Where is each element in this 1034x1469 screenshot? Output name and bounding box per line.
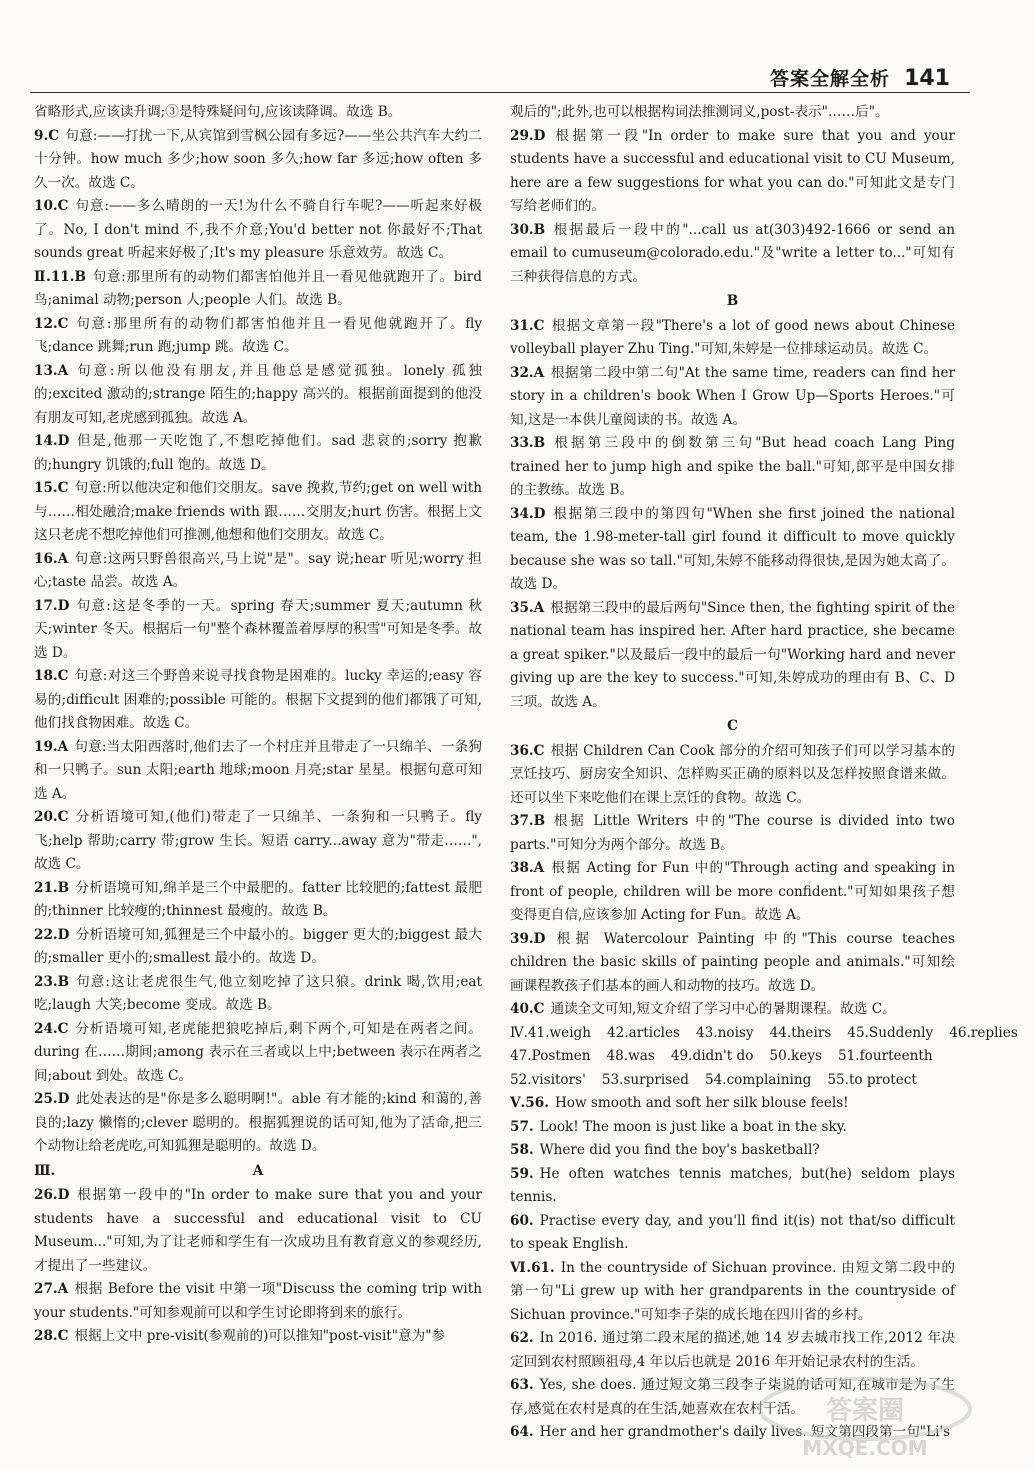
answer-item xyxy=(510,1139,955,1163)
answer-explanation: 句意:这让老虎很生气,他立刻吃掉了这只狼。drink 喝,饮用;eat 吃;laugh 大笑;become 变成。故选 B。 xyxy=(34,973,482,1013)
answer-item xyxy=(34,1278,482,1325)
answer-entry: 55.to protect xyxy=(827,1071,917,1088)
answer-explanation: 句意:这是冬季的一天。spring 春天;summer 夏天;autumn 秋天;winter 冬天。根据后一句"整个森林覆盖着厚厚的积雪"可知是冬季。故选 D。 xyxy=(34,597,482,661)
answer-item xyxy=(34,313,482,360)
answer-item xyxy=(510,125,955,219)
answer-item xyxy=(34,125,482,196)
answer-number: 57. xyxy=(510,1118,534,1135)
answer-explanation: Yes, she does. 通过短文第三段李子柒说的话可知,在城市是为了生存,感觉在农村是真的在生活,她喜欢在农村干活。 xyxy=(510,1377,955,1417)
answer-number: 62. xyxy=(510,1330,534,1346)
answer-item xyxy=(34,806,482,877)
answer-explanation: 分析语境可知,(他们)带走了一只绵羊、一条狗和一只鸭子。fly 飞;help 帮助;carry 带;grow 生长。短语 carry...away 意为"带走……",故选 C。 xyxy=(34,809,482,872)
page-number: 141 xyxy=(904,66,950,91)
answer-entry: 42.articles xyxy=(607,1024,681,1041)
answer-item xyxy=(510,740,955,811)
answer-number: Ⅱ.11.B xyxy=(34,268,86,285)
answer-item xyxy=(34,548,482,595)
answer-explanation: 根据第三段中的第四句"When she first joined the national team, the 1.98-meter-tall girl found it difficult to move quickly because she was so tall."可知,朱婷不能移动得很快,是因为她太高了。故选 D。 xyxy=(510,505,955,592)
answer-number: 63. xyxy=(510,1377,534,1393)
section-letter: C xyxy=(727,718,738,734)
answer-number: 12.C xyxy=(34,315,69,332)
answer-item xyxy=(510,219,955,290)
answer-item xyxy=(34,195,482,266)
answer-explanation: 根据 Children Can Cook 部分的介绍可知孩子们可以学习基本的烹饪技巧、厨房安全知识、怎样购买正确的原料以及怎样按照食谱来做。还可以坐下来吃他们在课上烹饪的食物。故选 C。 xyxy=(510,742,955,806)
answer-number: 28.C xyxy=(34,1328,69,1344)
answer-row xyxy=(510,1045,955,1069)
answer-number: 59. xyxy=(510,1165,534,1182)
section-heading xyxy=(510,715,955,739)
answer-explanation: 观后的";此外,也可以根据构词法推测词义,post-表示"……后"。 xyxy=(510,104,889,120)
answer-explanation: 句意:所以他没有朋友,并且他总是感觉孤独。lonely 孤独的;excited 激动的;strange 陌生的;happy 高兴的。根据前面提到的他没有朋友可知,老虎感到孤独。故选 A。 xyxy=(34,362,482,426)
answer-number: 33.B xyxy=(510,435,546,451)
answer-number: 35.A xyxy=(510,599,545,616)
answer-number: Ⅵ.61. xyxy=(510,1259,555,1276)
answer-item xyxy=(510,503,955,597)
answer-explanation: 句意:对这三个野兽来说寻找食物是困难的。lucky 幸运的;easy 容易的;difficult 困难的;possible 可能的。根据下文提到的他们都饿了可知,他们找食物困难。故选 C。 xyxy=(34,668,482,731)
answer-number: 26.D xyxy=(34,1187,70,1203)
answer-item xyxy=(510,1210,955,1257)
answer-explanation: 分析语境可知,绵羊是三个中最肥的。fatter 比较肥的;fattest 最肥的;thinner 比较瘦的;thinnest 最瘦的。故选 B。 xyxy=(34,879,482,919)
answer-entry: 51.fourteenth xyxy=(837,1048,933,1064)
answer-item xyxy=(510,928,955,999)
answer-explanation: 根据第二段中第二句"At the same time, readers can find her story in a children's book When I Grow Up—Sports Heroes."可知,这是一本供儿童阅读的书。故选 A。 xyxy=(510,364,955,428)
answer-explanation: 但是,他那一天吃饱了,不想吃掉他们。sad 悲哀的;sorry 抱歉的;hungry 饥饿的;full 饱的。故选 D。 xyxy=(34,433,482,473)
answer-item xyxy=(34,665,482,736)
answer-number: 24.C xyxy=(34,1020,69,1037)
answer-explanation: 句意:所以他决定和他们交朋友。save 挽救,节约;get on well with 与……相处融洽;make friends with 跟……交朋友;hurt 伤害。根据上文这只老虎不想吃掉他们可推测,他想和他们交朋友。故选 C。 xyxy=(34,480,482,543)
answer-item xyxy=(510,1116,955,1140)
answer-explanation: 句意:那里所有的动物们都害怕他并且一看见他就跑开了。bird 鸟;animal 动物;person 人;people 人们。故选 B。 xyxy=(34,268,482,308)
answer-explanation: How smooth and soft her silk blouse feels! xyxy=(554,1095,849,1111)
answer-number: 27.A xyxy=(34,1281,69,1297)
answer-explanation: In 2016. 通过第二段末尾的描述,她 14 岁去城市找工作,2012 年决定回到农村照顾祖母,4 年以后也就是 2016 年开始记录农村的生活。 xyxy=(510,1330,955,1370)
answer-explanation: 分析语境可知,老虎能把狼吃掉后,剩下两个,可知是在两者之间。during 在……期间;among 表示在三者或以上中;between 表示在两者之间;about 到处。故选 C。 xyxy=(34,1020,482,1084)
answer-entry: 48.was xyxy=(606,1048,655,1064)
answer-number: 39.D xyxy=(510,930,546,947)
answer-number: 20.C xyxy=(34,809,69,825)
answer-explanation: 句意:当太阳西落时,他们去了一个村庄并且带走了一只绵羊、一条狗和一只鸭子。sun 太阳;earth 地球;moon 月亮;star 星星。根据句意可知选 A。 xyxy=(34,738,482,802)
answer-item xyxy=(34,360,482,431)
answer-number: 32.A xyxy=(510,364,545,381)
answer-number: 31.C xyxy=(510,317,545,334)
answer-entry: 45.Suddenly xyxy=(847,1024,934,1041)
answer-explanation: Where did you find the boy's basketball? xyxy=(539,1142,820,1158)
watermark-logo xyxy=(750,1369,980,1461)
answer-item xyxy=(510,810,955,857)
answer-number: 19.A xyxy=(34,738,69,755)
answer-item xyxy=(34,924,482,971)
answer-number: 10.C xyxy=(34,198,69,214)
watermark-line2: MXQE.COM xyxy=(802,1436,928,1460)
answer-item xyxy=(34,266,482,313)
answer-item xyxy=(34,595,482,666)
answer-item xyxy=(34,1325,482,1349)
answer-number: 22.D xyxy=(34,926,70,943)
answer-item xyxy=(34,1184,482,1278)
answer-item xyxy=(34,877,482,924)
section-letter: A xyxy=(252,1162,264,1179)
answer-number: 36.C xyxy=(510,742,545,759)
answer-item xyxy=(510,101,955,125)
answer-item xyxy=(34,477,482,548)
answer-explanation: 分析语境可知,狐狸是三个中最小的。bigger 更大的;biggest 最大的;smaller 更小的;smallest 最小的。故选 D。 xyxy=(34,926,482,966)
answer-number: 13.A xyxy=(34,362,69,379)
answer-entry: 47.Postmen xyxy=(510,1048,591,1064)
answer-number: 14.D xyxy=(34,433,70,449)
answer-entry: 49.didn't do xyxy=(670,1048,754,1064)
answer-number: 15.C xyxy=(34,480,69,496)
answer-explanation: 根据最后一段中的"...call us at(303)492-1666 or send an email to cumuseum@colorado.edu."及"write a letter to..."可知有三种获得信息的方式。 xyxy=(510,221,955,285)
answer-number: 58. xyxy=(510,1142,534,1158)
answer-row xyxy=(510,1069,955,1093)
answer-number: 23.B xyxy=(34,973,70,990)
answer-item xyxy=(510,1257,955,1328)
answer-item xyxy=(510,998,955,1022)
answer-item xyxy=(34,1018,482,1089)
answer-item xyxy=(510,1092,955,1116)
answer-explanation: 根据 Acting for Fun 中的"Through acting and speaking in front of people, children will be more confident."可知如果孩子想变得更自信,应该参加 Acting for Fun。故选 A。 xyxy=(510,860,955,923)
answer-entry: 43.noisy xyxy=(696,1024,754,1041)
answer-number: 9.C xyxy=(34,127,60,144)
answer-item xyxy=(34,1088,482,1159)
watermark-line1: 答案圈 xyxy=(825,1396,905,1426)
answer-explanation: Look! The moon is just like a boat in the sky. xyxy=(539,1118,847,1135)
answer-item xyxy=(34,971,482,1018)
page-header xyxy=(770,64,950,91)
answer-explanation: Practise every day, and you'll find it(is) not that/so difficult to speak English. xyxy=(510,1212,955,1252)
answer-explanation: 此处表达的是"你是多么聪明啊!"。able 有才能的;kind 和蔼的,善良的;lazy 懒惰的;clever 聪明的。根据狐狸说的话可知,他为了活命,把三个动物让给老虎吃,可知狐狸是聪明的。故选 D。 xyxy=(34,1091,482,1154)
answer-item xyxy=(510,315,955,362)
answer-explanation: Her and her grandmother's daily lives. 短文第四段第一句"Li's xyxy=(539,1424,951,1440)
answer-entry: 54.complaining xyxy=(704,1071,812,1088)
answer-explanation: 根据 Little Writers 中的"The course is divided into two parts."可知分为两个部分。故选 B。 xyxy=(510,813,955,853)
answer-entry: 44.theirs xyxy=(769,1024,832,1041)
answer-explanation: 句意:这两只野兽很高兴,马上说"是"。say 说;hear 听见;worry 担心;taste 品尝。故选 A。 xyxy=(34,550,482,590)
answer-number: 16.A xyxy=(34,550,69,567)
answer-explanation: 句意:那里所有的动物们都害怕他并且一看见他就跑开了。fly 飞;dance 跳舞;run 跑;jump 跳。故选 C。 xyxy=(34,315,482,355)
answer-entry: 46.replies xyxy=(949,1024,1018,1041)
left-column xyxy=(34,101,482,1349)
answer-number: 18.C xyxy=(34,668,69,684)
answer-number: 38.A xyxy=(510,860,545,876)
answer-explanation: 根据上文中 pre-visit(参观前的)可以推知"post-visit"意为"参 xyxy=(74,1328,446,1344)
answer-explanation: 根据 Before the visit 中第一项"Discuss the coming trip with your students."可知参观前可以和学生讨论即将到来的旅行。 xyxy=(34,1281,482,1321)
answer-number: 17.D xyxy=(34,597,70,614)
section-letter: B xyxy=(726,293,739,309)
answer-item xyxy=(510,597,955,715)
answer-explanation: In the countryside of Sichuan province. 由短文第二段中的第一句"Li grew up with her grandparents in the countryside of Sichuan province."可知李子柒的成长地在四川省的乡村。 xyxy=(510,1259,956,1323)
answer-number: Ⅴ.56. xyxy=(510,1095,549,1111)
answer-explanation: 根据第三段中的最后两句"Since then, the fighting spirit of the national team has inspired her. After hard practice, she became a great spiker."以及最后一段中的最后一句"Working hard and never giving up are the key to success."可知,朱婷成功的理由有 B、C、D 三项。故选 A。 xyxy=(510,599,955,710)
answer-number: 40.C xyxy=(510,1001,545,1017)
answer-item xyxy=(510,1163,955,1210)
answer-number: 30.B xyxy=(510,221,546,238)
answer-number: 34.D xyxy=(510,505,546,522)
answer-number: 21.B xyxy=(34,879,70,896)
answer-item xyxy=(34,736,482,807)
answer-item xyxy=(510,1327,955,1374)
answer-number: 37.B xyxy=(510,813,546,829)
answer-row xyxy=(510,1022,1018,1046)
answer-explanation: 省略形式,应该读升调;③是特殊疑问句,应该读降调。故选 B。 xyxy=(34,104,402,120)
answer-number: 29.D xyxy=(510,127,546,144)
answer-item xyxy=(510,432,955,503)
answer-number: 60. xyxy=(510,1212,534,1229)
answer-explanation: 句意:——打扰一下,从宾馆到雪枫公园有多远?——坐公共汽车大约二十分钟。how much 多少;how soon 多久;how far 多远;how often 多久一次。故选 C。 xyxy=(34,127,482,191)
answer-entry: 52.visitors' xyxy=(510,1071,586,1088)
answer-entry: 53.surprised xyxy=(601,1071,689,1088)
answer-explanation: 根据第一段中的"In order to make sure that you and your students have a successful and educational visit to CU Museum..."可知,为了让老师和学生有一次成功且有教育意义的参观经历,才提出了一些建议。 xyxy=(34,1187,482,1274)
section-heading xyxy=(510,290,955,314)
right-column xyxy=(510,101,1018,1445)
answer-entry: 50.keys xyxy=(769,1048,822,1064)
answer-number: 64. xyxy=(510,1424,534,1440)
answer-item xyxy=(510,857,955,928)
answer-item xyxy=(510,362,955,433)
answer-explanation: 通读全文可知,短文介绍了学习中心的暑期课程。故选 C。 xyxy=(550,1001,896,1017)
answer-item xyxy=(34,101,482,125)
answer-explanation: 根据 Watercolour Painting 中的"This course teaches children the basic skills of painting people and animals."可知绘画课程教孩子们基本的画人和动物的技巧。故选 D。 xyxy=(510,930,955,994)
answer-explanation: He often watches tennis matches, but(he) seldom plays tennis. xyxy=(510,1165,955,1205)
header-rule xyxy=(30,92,970,93)
header-title: 答案全解全析 xyxy=(770,68,891,90)
answer-item xyxy=(34,430,482,477)
answer-entry: Ⅳ.41.weigh xyxy=(510,1024,592,1041)
answer-explanation: 句意:——多么晴朗的一天!为什么不骑自行车呢?——听起来好极了。No, I don't mind 不,我不介意;You'd better not 你最好不;That sounds great 听起来好极了;It's my pleasure 乐意效劳。故选 C。 xyxy=(34,198,482,261)
answer-explanation: 根据第三段中的倒数第三句"But head coach Lang Ping trained her to jump high and spike the ball."可知,郎平是中国女排的主教练。故选 B。 xyxy=(510,435,955,498)
answer-explanation: 根据文章第一段"There's a lot of good news about Chinese volleyball player Zhu Ting."可知,朱婷是一位排球运动员。故选 C。 xyxy=(510,317,955,357)
answer-explanation: 根据第一段"In order to make sure that you and your students have a successful and educational visit to CU Museum, here are a few suggestions for what you can do."可知此文是专门写给老师们的。 xyxy=(510,127,955,214)
answer-number: 25.D xyxy=(34,1091,70,1107)
section-heading: Ⅲ. A xyxy=(34,1160,482,1184)
